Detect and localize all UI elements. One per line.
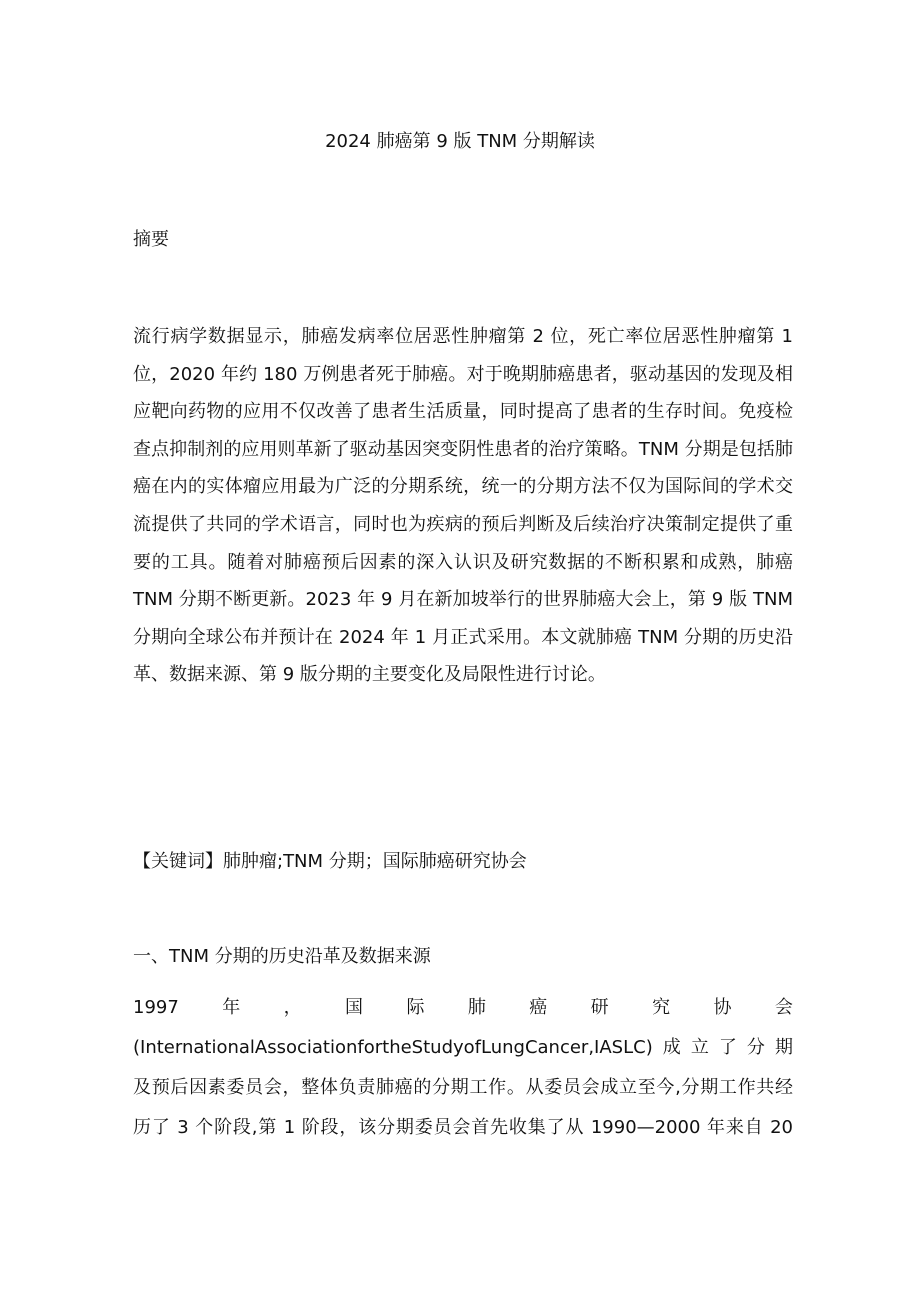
section-1-paragraph: [133, 988, 793, 1148]
spread-token: 研: [590, 997, 609, 1018]
spread-token: 癌: [529, 997, 548, 1018]
spread-token: 际: [406, 997, 425, 1018]
spread-token: 究: [652, 997, 671, 1018]
section-1-line-4: 历了 3 个阶段,第 1 阶段，该分期委员会首先收集了从 1990—2000 年来自 20: [133, 1117, 793, 1138]
document-title: 2024 肺癌第 9 版 TNM 分期解读: [325, 131, 595, 152]
abstract-heading: 摘要: [133, 229, 169, 250]
keywords-line: 【关键词】肺肿瘤;TNM 分期；国际肺癌研究协会: [133, 851, 527, 872]
section-1-line-3: 及预后因素委员会，整体负责肺癌的分期工作。从委员会成立至今,分期工作共经: [133, 1077, 793, 1098]
spread-token: 协: [713, 997, 732, 1018]
spread-token: 肺: [467, 997, 486, 1018]
section-1-line-1: [133, 988, 793, 1028]
spread-token: 会: [774, 997, 793, 1018]
abstract-paragraph: 流行病学数据显示，肺癌发病率位居恶性肿瘤第 2 位，死亡率位居恶性肿瘤第 1 位，2020 年约 180 万例患者死于肺癌。对于晚期肺癌患者，驱动基因的发现及相应靶向药物的应用不仅改善了患者生活质量，同时提高了患者的生存时间。免疫检查点抑制剂的应用则革新了驱动基因突变阴性患者的治疗策略。TNM 分期是包括肺癌在内的实体瘤应用最为广泛的分期系统，统一的分期方法不仅为国际间的学术交流提供了共同的学术语言，同时也为疾病的预后判断及后续治疗决策制定提供了重要的工具。随着对肺癌预后因素的深入认识及研究数据的不断积累和成熟，肺癌 TNM 分期不断更新。2023 年 9 月在新加坡举行的世界肺癌大会上，第 9 版 TNM 分期向全球公布并预计在 2024 年 1 月正式采用。本文就肺癌 TNM 分期的历史沿革、数据来源、第 9 版分期的主要变化及局限性进行讨论。: [133, 326, 793, 686]
section-1-heading: 一、TNM 分期的历史沿革及数据来源: [133, 946, 431, 967]
spread-token: 年: [222, 997, 241, 1018]
spread-token: 1997: [133, 997, 179, 1018]
spread-token: ，: [283, 997, 302, 1018]
spread-token: 国: [345, 997, 364, 1018]
section-1-line-2: (InternationalAssociationfortheStudyofLungCancer,IASLC)成立了分期: [133, 1037, 793, 1058]
